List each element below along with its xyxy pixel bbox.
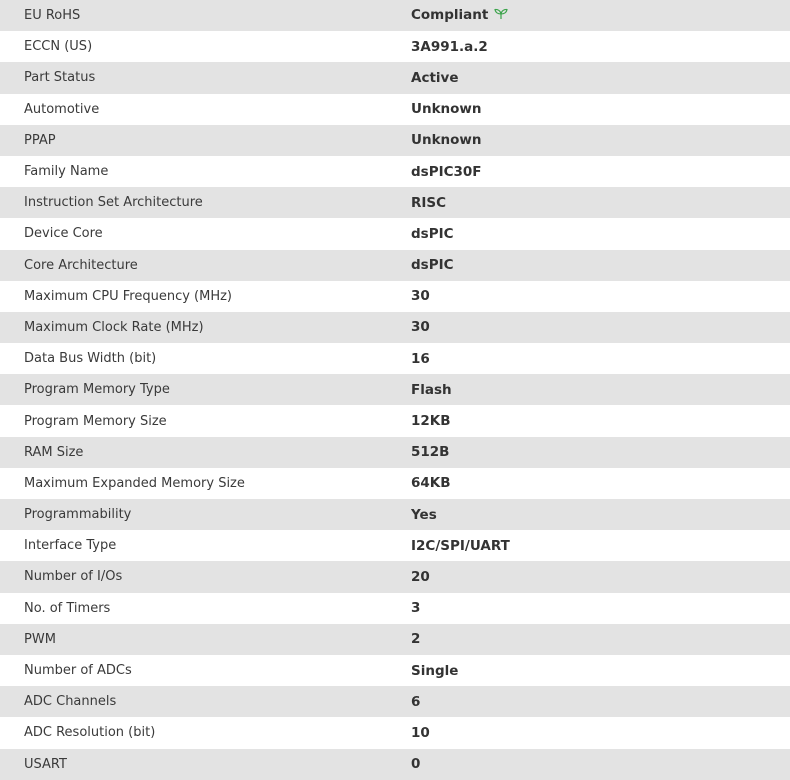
spec-value-text: Unknown bbox=[411, 101, 482, 118]
spec-value-text: Compliant bbox=[411, 7, 489, 24]
leaf-icon bbox=[494, 8, 508, 24]
spec-label: Program Memory Size bbox=[24, 413, 167, 429]
spec-row bbox=[0, 0, 790, 31]
spec-label: No. of Timers bbox=[24, 600, 111, 616]
spec-value-text: 0 bbox=[411, 756, 421, 773]
spec-value bbox=[411, 561, 790, 592]
spec-label: ECCN (US) bbox=[24, 39, 93, 55]
spec-value-text: 10 bbox=[411, 724, 430, 741]
spec-label: Instruction Set Architecture bbox=[24, 195, 203, 211]
spec-label: Device Core bbox=[24, 226, 103, 242]
spec-value bbox=[411, 624, 790, 655]
spec-row bbox=[0, 250, 790, 281]
spec-value-text: 3 bbox=[411, 600, 421, 617]
spec-value-text: dsPIC bbox=[411, 257, 454, 274]
spec-value-text: RISC bbox=[411, 194, 447, 211]
spec-value bbox=[411, 94, 790, 125]
spec-label: Family Name bbox=[24, 164, 109, 180]
spec-row bbox=[0, 655, 790, 686]
spec-row bbox=[0, 530, 790, 561]
spec-value bbox=[411, 281, 790, 312]
spec-value-text: Active bbox=[411, 69, 459, 86]
spec-value bbox=[411, 655, 790, 686]
spec-value bbox=[411, 312, 790, 343]
spec-label: Automotive bbox=[24, 101, 100, 117]
spec-label: USART bbox=[24, 756, 67, 772]
spec-value-text: 3A991.a.2 bbox=[411, 38, 488, 55]
spec-value bbox=[411, 717, 790, 748]
spec-label: Number of ADCs bbox=[24, 663, 132, 679]
spec-label: ADC Channels bbox=[24, 694, 117, 710]
spec-label: Interface Type bbox=[24, 538, 117, 554]
spec-value bbox=[411, 31, 790, 62]
spec-row bbox=[0, 343, 790, 374]
spec-value bbox=[411, 374, 790, 405]
spec-label: Data Bus Width (bit) bbox=[24, 351, 157, 367]
spec-value-text: 16 bbox=[411, 350, 430, 367]
spec-value bbox=[411, 343, 790, 374]
spec-value-text: 20 bbox=[411, 568, 430, 585]
spec-value-text: 30 bbox=[411, 288, 430, 305]
spec-row bbox=[0, 499, 790, 530]
spec-value-text: 6 bbox=[411, 693, 421, 710]
spec-row bbox=[0, 624, 790, 655]
spec-row bbox=[0, 717, 790, 748]
spec-row bbox=[0, 561, 790, 592]
spec-row bbox=[0, 218, 790, 249]
spec-row bbox=[0, 593, 790, 624]
spec-label: Maximum Clock Rate (MHz) bbox=[24, 319, 204, 335]
spec-label: Number of I/Os bbox=[24, 569, 123, 585]
spec-value bbox=[411, 62, 790, 93]
spec-value bbox=[411, 530, 790, 561]
spec-value-text: I2C/SPI/UART bbox=[411, 537, 510, 554]
spec-value-text: Flash bbox=[411, 381, 452, 398]
spec-row bbox=[0, 405, 790, 436]
spec-value bbox=[411, 468, 790, 499]
spec-value-text: 64KB bbox=[411, 475, 451, 492]
spec-label: Maximum CPU Frequency (MHz) bbox=[24, 288, 232, 304]
spec-row bbox=[0, 437, 790, 468]
spec-value bbox=[411, 125, 790, 156]
spec-row bbox=[0, 94, 790, 125]
spec-value-text: dsPIC bbox=[411, 225, 454, 242]
spec-label: RAM Size bbox=[24, 444, 84, 460]
spec-value bbox=[411, 749, 790, 780]
spec-row bbox=[0, 187, 790, 218]
spec-label: Part Status bbox=[24, 70, 96, 86]
spec-row bbox=[0, 312, 790, 343]
spec-value-text: 12KB bbox=[411, 413, 451, 430]
spec-value bbox=[411, 218, 790, 249]
spec-value-text: 30 bbox=[411, 319, 430, 336]
spec-row bbox=[0, 62, 790, 93]
spec-label: Maximum Expanded Memory Size bbox=[24, 475, 245, 491]
spec-value bbox=[411, 156, 790, 187]
spec-value bbox=[411, 250, 790, 281]
spec-value-text: Single bbox=[411, 662, 459, 679]
spec-row bbox=[0, 468, 790, 499]
spec-label: ADC Resolution (bit) bbox=[24, 725, 156, 741]
spec-row bbox=[0, 281, 790, 312]
spec-label: EU RoHS bbox=[24, 8, 81, 24]
spec-row bbox=[0, 125, 790, 156]
spec-label: Program Memory Type bbox=[24, 382, 170, 398]
spec-label: PPAP bbox=[24, 132, 56, 148]
spec-row bbox=[0, 749, 790, 780]
spec-row bbox=[0, 374, 790, 405]
spec-row bbox=[0, 686, 790, 717]
spec-value bbox=[411, 499, 790, 530]
spec-value-text: dsPIC30F bbox=[411, 163, 482, 180]
spec-value-text: 2 bbox=[411, 631, 421, 648]
spec-row bbox=[0, 31, 790, 62]
spec-value bbox=[411, 187, 790, 218]
spec-value-text: Yes bbox=[411, 506, 437, 523]
spec-label: Core Architecture bbox=[24, 257, 138, 273]
spec-value-text: Unknown bbox=[411, 132, 482, 149]
spec-value-text: 512B bbox=[411, 444, 450, 461]
spec-value bbox=[411, 686, 790, 717]
spec-value bbox=[411, 437, 790, 468]
spec-value bbox=[411, 593, 790, 624]
spec-value bbox=[411, 405, 790, 436]
spec-value bbox=[411, 0, 790, 31]
spec-row bbox=[0, 156, 790, 187]
spec-label: Programmability bbox=[24, 507, 132, 523]
spec-label: PWM bbox=[24, 631, 56, 647]
